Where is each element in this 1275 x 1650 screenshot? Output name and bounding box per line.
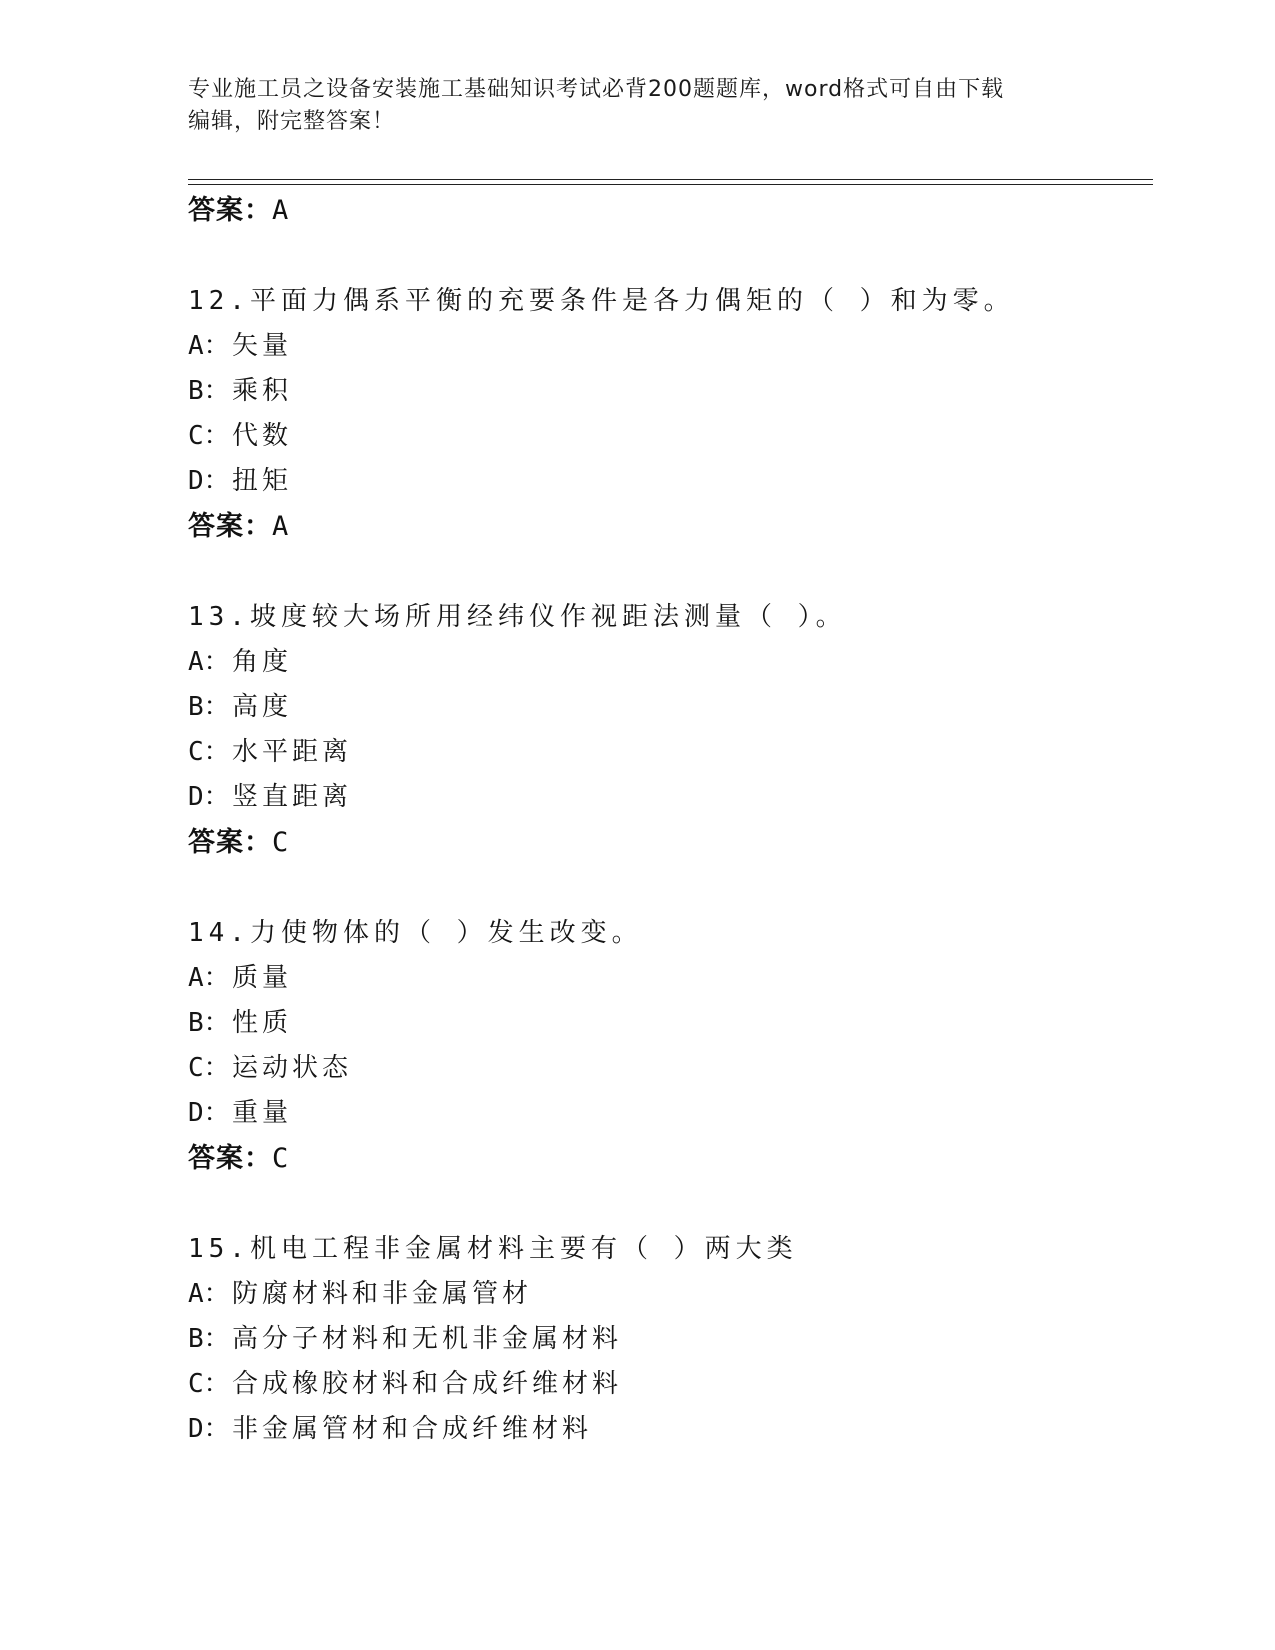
- option-a: [188, 1272, 1153, 1317]
- page-header: [188, 74, 1088, 138]
- option-key: B：: [188, 376, 230, 406]
- option-c: [188, 414, 1153, 459]
- option-text: 竖直距离: [232, 782, 353, 812]
- option-text: 高度: [232, 692, 293, 722]
- option-text: 代数: [232, 421, 293, 451]
- option-text: 乘积: [232, 376, 293, 406]
- answer-value: A: [272, 195, 290, 226]
- option-d: [188, 1407, 1153, 1452]
- option-text: 扭矩: [232, 466, 293, 496]
- option-c: [188, 1046, 1153, 1091]
- question-stem: 13.坡度较大场所用经纬仪作视距法测量（ ）。: [188, 602, 847, 632]
- option-key: B：: [188, 692, 230, 722]
- option-text: 非金属管材和合成纤维材料: [232, 1414, 593, 1444]
- question-15: [188, 1226, 1153, 1452]
- question-14: [188, 910, 1153, 1182]
- option-b: [188, 1001, 1153, 1046]
- option-key: B：: [188, 1008, 230, 1038]
- answer-label: 答案：: [188, 827, 272, 858]
- option-c: [188, 730, 1153, 775]
- question-stem: 14.力使物体的（ ）发生改变。: [188, 918, 643, 948]
- header-line-1: 专业施工员之设备安装施工基础知识考试必背200题题库，word格式可自由下载: [188, 77, 1005, 102]
- option-a: [188, 324, 1153, 369]
- question-12: [188, 278, 1153, 550]
- header-rule-top: [188, 179, 1153, 180]
- option-text: 运动状态: [232, 1053, 353, 1083]
- option-d: [188, 775, 1153, 820]
- option-key: D：: [188, 466, 230, 496]
- option-text: 高分子材料和无机非金属材料: [232, 1324, 623, 1354]
- option-key: D：: [188, 1414, 230, 1444]
- option-text: 矢量: [232, 331, 293, 361]
- option-key: D：: [188, 1098, 230, 1128]
- option-text: 水平距离: [232, 737, 353, 767]
- option-text: 合成橡胶材料和合成纤维材料: [232, 1369, 623, 1399]
- header-line-2: 编辑，附完整答案！: [188, 109, 396, 134]
- option-key: A：: [188, 331, 230, 361]
- answer: [188, 1136, 1153, 1182]
- option-a: [188, 640, 1153, 685]
- answer-label: 答案：: [188, 195, 272, 226]
- header-rule-bottom: [188, 184, 1153, 185]
- option-key: A：: [188, 963, 230, 993]
- option-text: 角度: [232, 647, 293, 677]
- option-d: [188, 1091, 1153, 1136]
- option-key: A：: [188, 1279, 230, 1309]
- option-d: [188, 459, 1153, 504]
- option-c: [188, 1362, 1153, 1407]
- answer-label: 答案：: [188, 511, 272, 542]
- question-13: [188, 594, 1153, 866]
- previous-answer: [188, 188, 1153, 234]
- option-key: C：: [188, 737, 230, 767]
- question-stem: 15.机电工程非金属材料主要有（ ）两大类: [188, 1234, 798, 1264]
- option-key: A：: [188, 647, 230, 677]
- option-key: C：: [188, 1053, 230, 1083]
- answer-value: C: [272, 1143, 290, 1174]
- option-key: C：: [188, 421, 230, 451]
- answer: [188, 504, 1153, 550]
- option-text: 质量: [232, 963, 293, 993]
- option-text: 重量: [232, 1098, 293, 1128]
- option-b: [188, 369, 1153, 414]
- option-b: [188, 685, 1153, 730]
- option-key: D：: [188, 782, 230, 812]
- answer-value: C: [272, 827, 290, 858]
- option-key: C：: [188, 1369, 230, 1399]
- option-b: [188, 1317, 1153, 1362]
- question-content: [188, 188, 1153, 1452]
- option-text: 性质: [232, 1008, 293, 1038]
- option-key: B：: [188, 1324, 230, 1354]
- option-text: 防腐材料和非金属管材: [232, 1279, 533, 1309]
- question-stem: 12.平面力偶系平衡的充要条件是各力偶矩的（ ）和为零。: [188, 286, 1015, 316]
- answer: [188, 820, 1153, 866]
- answer-value: A: [272, 511, 290, 542]
- answer-label: 答案：: [188, 1143, 272, 1174]
- option-a: [188, 956, 1153, 1001]
